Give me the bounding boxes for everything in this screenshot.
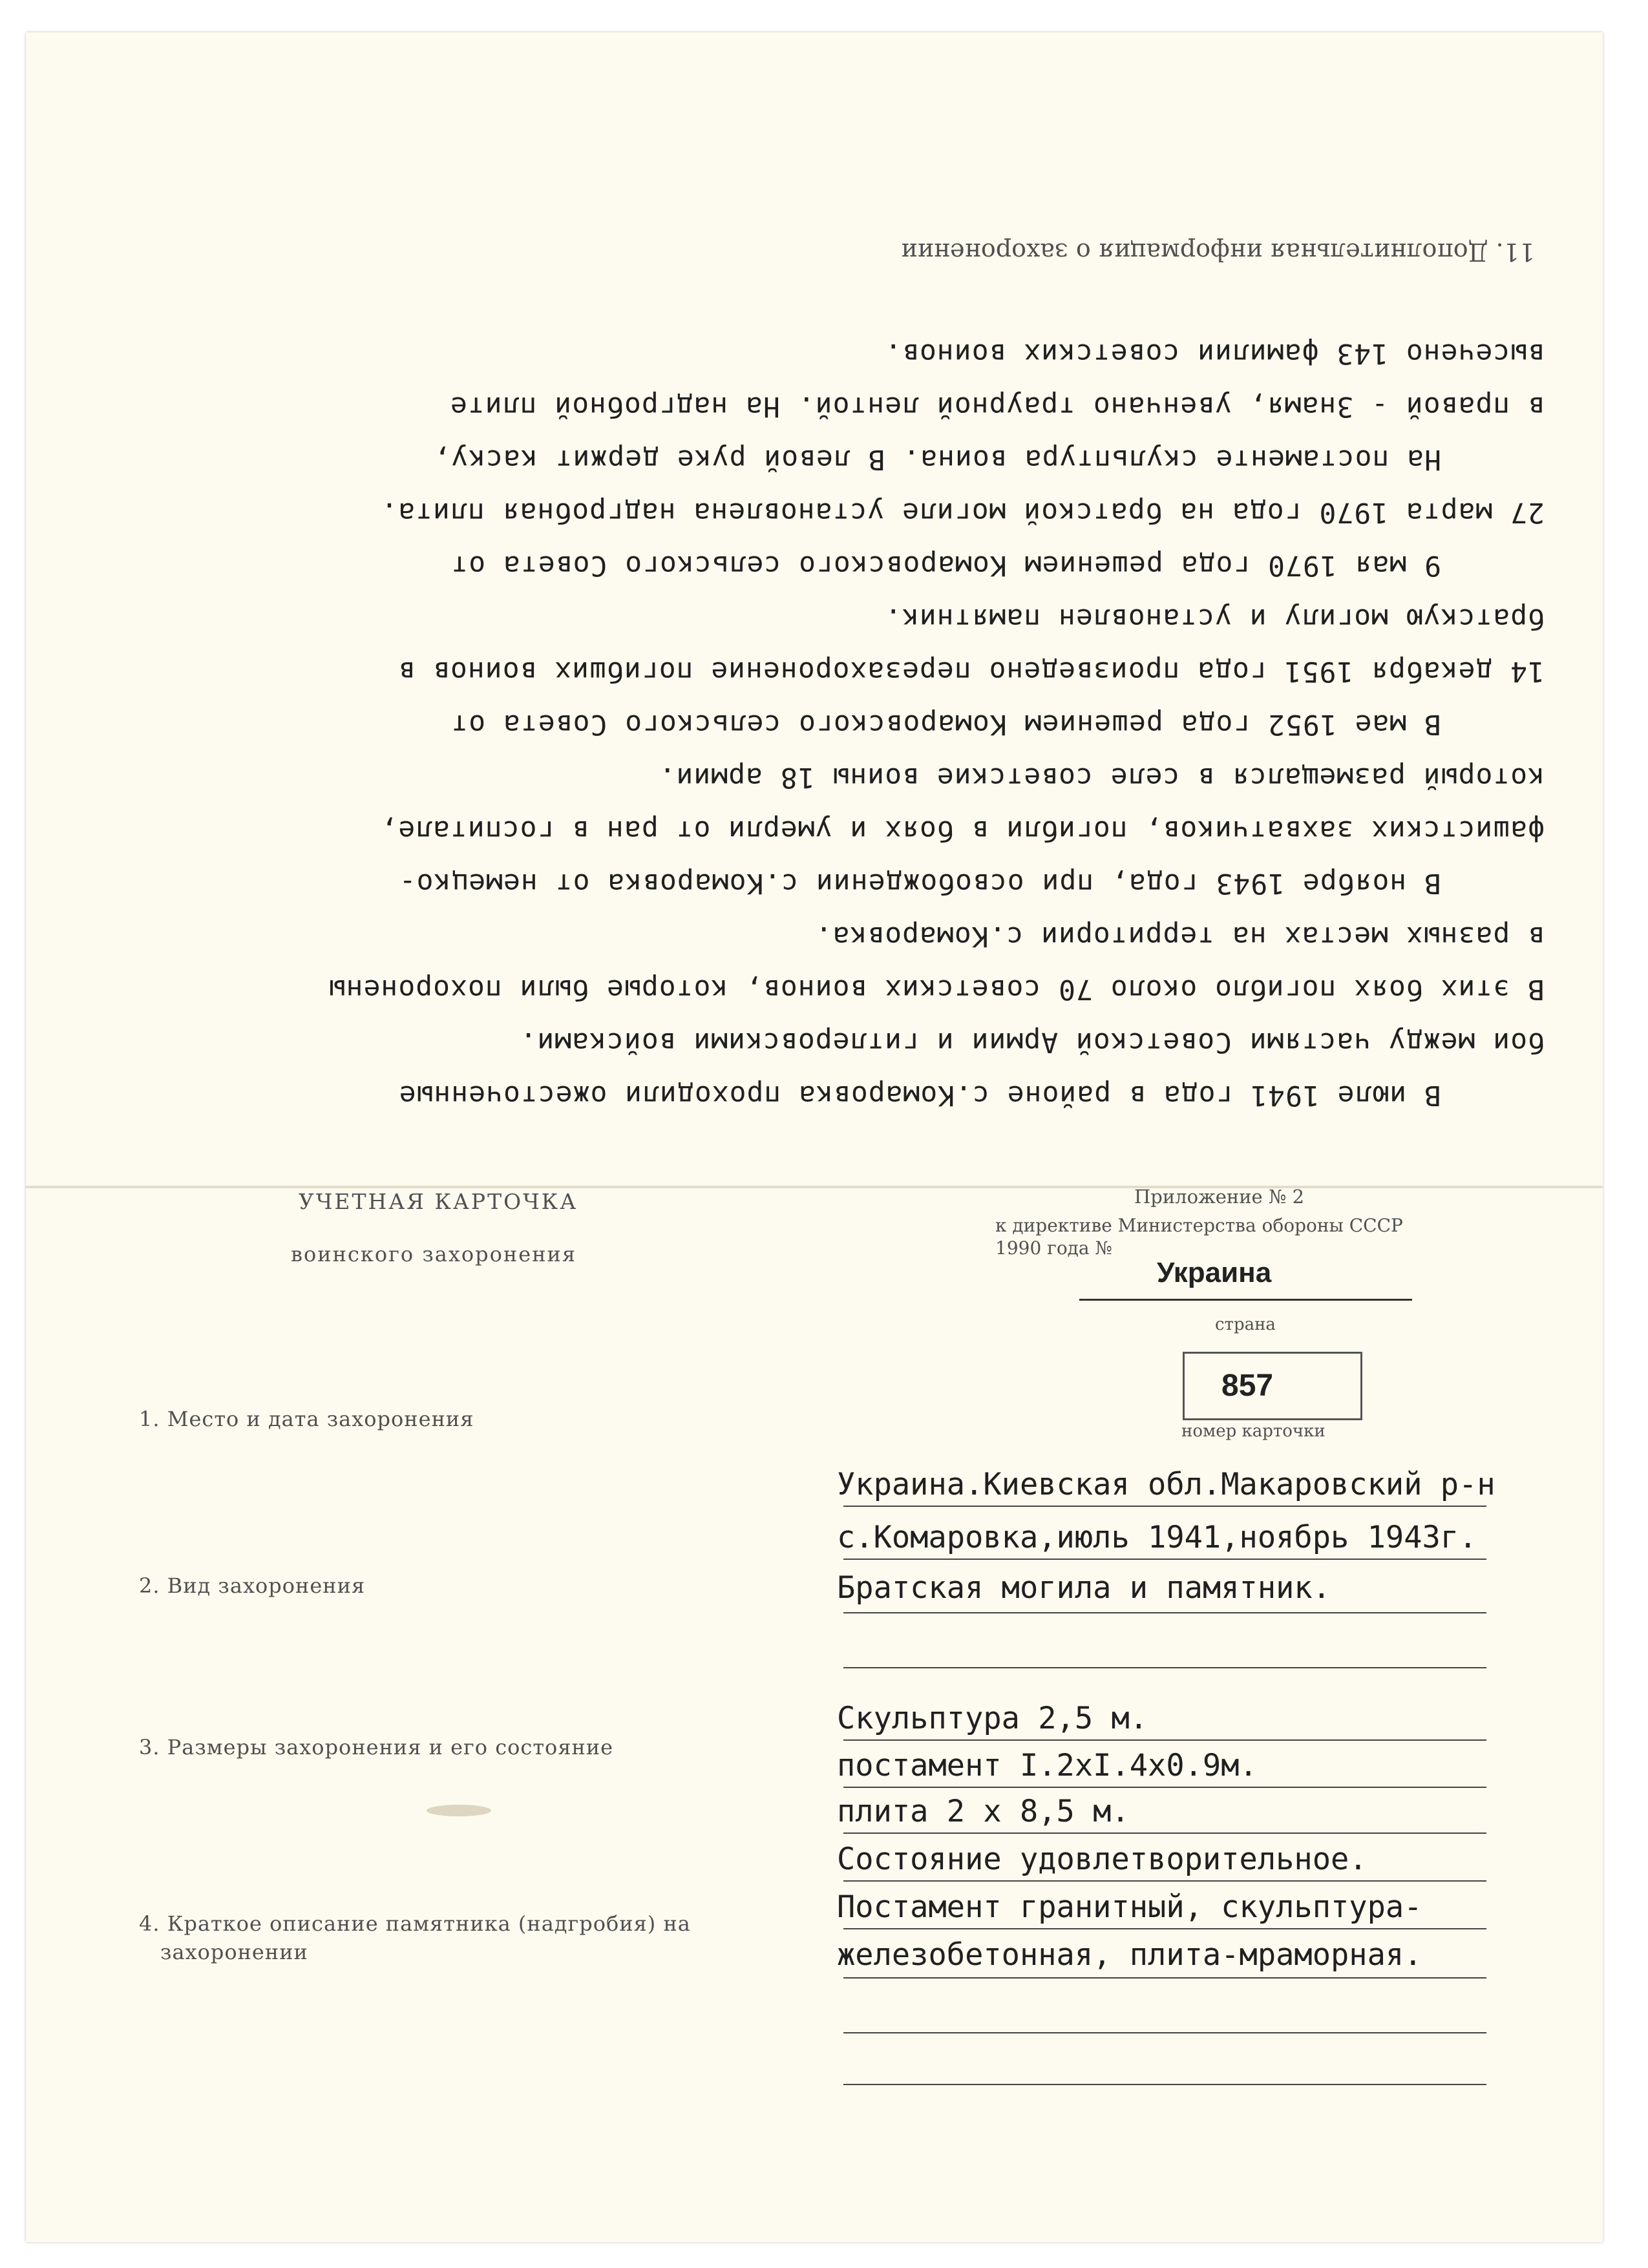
underline: [843, 1832, 1486, 1834]
field-label-monument-description-cont: захоронении: [160, 1940, 308, 1964]
info-line: На постаменте скульптура воина. В левой руке держит каску,: [433, 443, 1441, 476]
burial-type-value: Братская могила и памятник.: [837, 1570, 1331, 1606]
info-line: высечено 143 фамилии советских воинов.: [884, 337, 1545, 370]
info-line: в разных местах на территории с.Комаровка.: [814, 920, 1545, 952]
field-label-burial-place-date: 1. Место и дата захоронения: [139, 1407, 474, 1431]
monument-materials-value: железобетонная, плита-мраморная.: [837, 1937, 1422, 1973]
underline: [843, 1880, 1486, 1882]
underline: [843, 2084, 1486, 2085]
burial-date-value: с.Комаровка,июль 1941,ноябрь 1943г.: [837, 1520, 1477, 1555]
card-number: 857: [1221, 1369, 1274, 1403]
country-value: Украина: [1157, 1257, 1272, 1288]
info-line: в правой - Знамя, увенчано траурной лентой. На надгробной плите: [450, 390, 1545, 423]
info-line: В июле 1941 года в районе с.Комаровка проходили ожесточенные: [398, 1079, 1441, 1111]
info-line: В этих боях погибло около 70 советских воинов, которые были похоронены: [328, 973, 1545, 1005]
info-line: братскую могилу и установлен памятник.: [884, 602, 1545, 635]
card-title: УЧЕТНАЯ КАРТОЧКА: [299, 1189, 578, 1214]
field-label-monument-description: 4. Краткое описание памятника (надгробия) на: [139, 1911, 691, 1936]
condition-value: Состояние удовлетворительное.: [837, 1842, 1368, 1877]
info-line: 14 декабря 1951 года произведено перезахоронение погибших воинов в: [397, 655, 1545, 688]
info-line: фашистских захватчиков, погибли в боях и умерли от ран в госпитале,: [380, 814, 1545, 846]
underline: [843, 1612, 1486, 1613]
info-line: 27 марта 1970 года на братской могиле установлена надгробная плита.: [380, 496, 1545, 529]
sculpture-size-value: Скульптура 2,5 м.: [837, 1701, 1148, 1736]
info-line: 9 мая 1970 года решением Комаровского сельского Совета от: [450, 549, 1441, 582]
underline: [843, 2032, 1486, 2033]
directive-year: 1990 года №: [995, 1237, 1113, 1259]
pedestal-size-value: постамент I.2xI.4x0.9м.: [837, 1748, 1258, 1783]
card-subtitle: воинского захоронения: [291, 1242, 577, 1266]
underline: [843, 1739, 1486, 1741]
monument-description-value: Постамент гранитный, скульптура-: [837, 1889, 1422, 1925]
underline: [843, 1787, 1486, 1788]
additional-info-section: [39, 223, 1590, 1111]
card-number-label: номер карточки: [1181, 1422, 1326, 1441]
underline: [843, 1667, 1486, 1668]
burial-place-value: Украина.Киевская обл.Макаровский р-н: [837, 1467, 1495, 1502]
info-line: бои между частями Советской Армии и гитлеровскими войсками.: [519, 1026, 1545, 1058]
underline: [843, 1506, 1486, 1507]
info-line: В мае 1952 года решением Комаровского сельского Совета от: [450, 708, 1441, 740]
directive-label: к директиве Министерства обороны СССР: [995, 1215, 1403, 1236]
info-line: В ноябре 1943 года, при освобождении с.Комаровка от немецко-: [398, 867, 1441, 899]
country-underline: [1079, 1299, 1412, 1301]
country-label: страна: [1215, 1315, 1276, 1334]
fold-line: [26, 1186, 1603, 1188]
underline: [843, 1559, 1486, 1560]
underline: [843, 1977, 1486, 1979]
info-line: который размещался в селе советские воины 18 армии.: [658, 761, 1545, 793]
slab-size-value: плита 2 x 8,5 м.: [837, 1794, 1130, 1829]
underline: [843, 1928, 1486, 1929]
ink-smudge: [427, 1805, 491, 1816]
field-label-burial-type: 2. Вид захоронения: [139, 1573, 366, 1598]
appendix-label: Приложение № 2: [1134, 1186, 1305, 1208]
field-label-burial-size-condition: 3. Размеры захоронения и его состояние: [139, 1735, 614, 1759]
additional-info-heading: 11. Дополнительная информация о захоронении: [901, 238, 1535, 266]
